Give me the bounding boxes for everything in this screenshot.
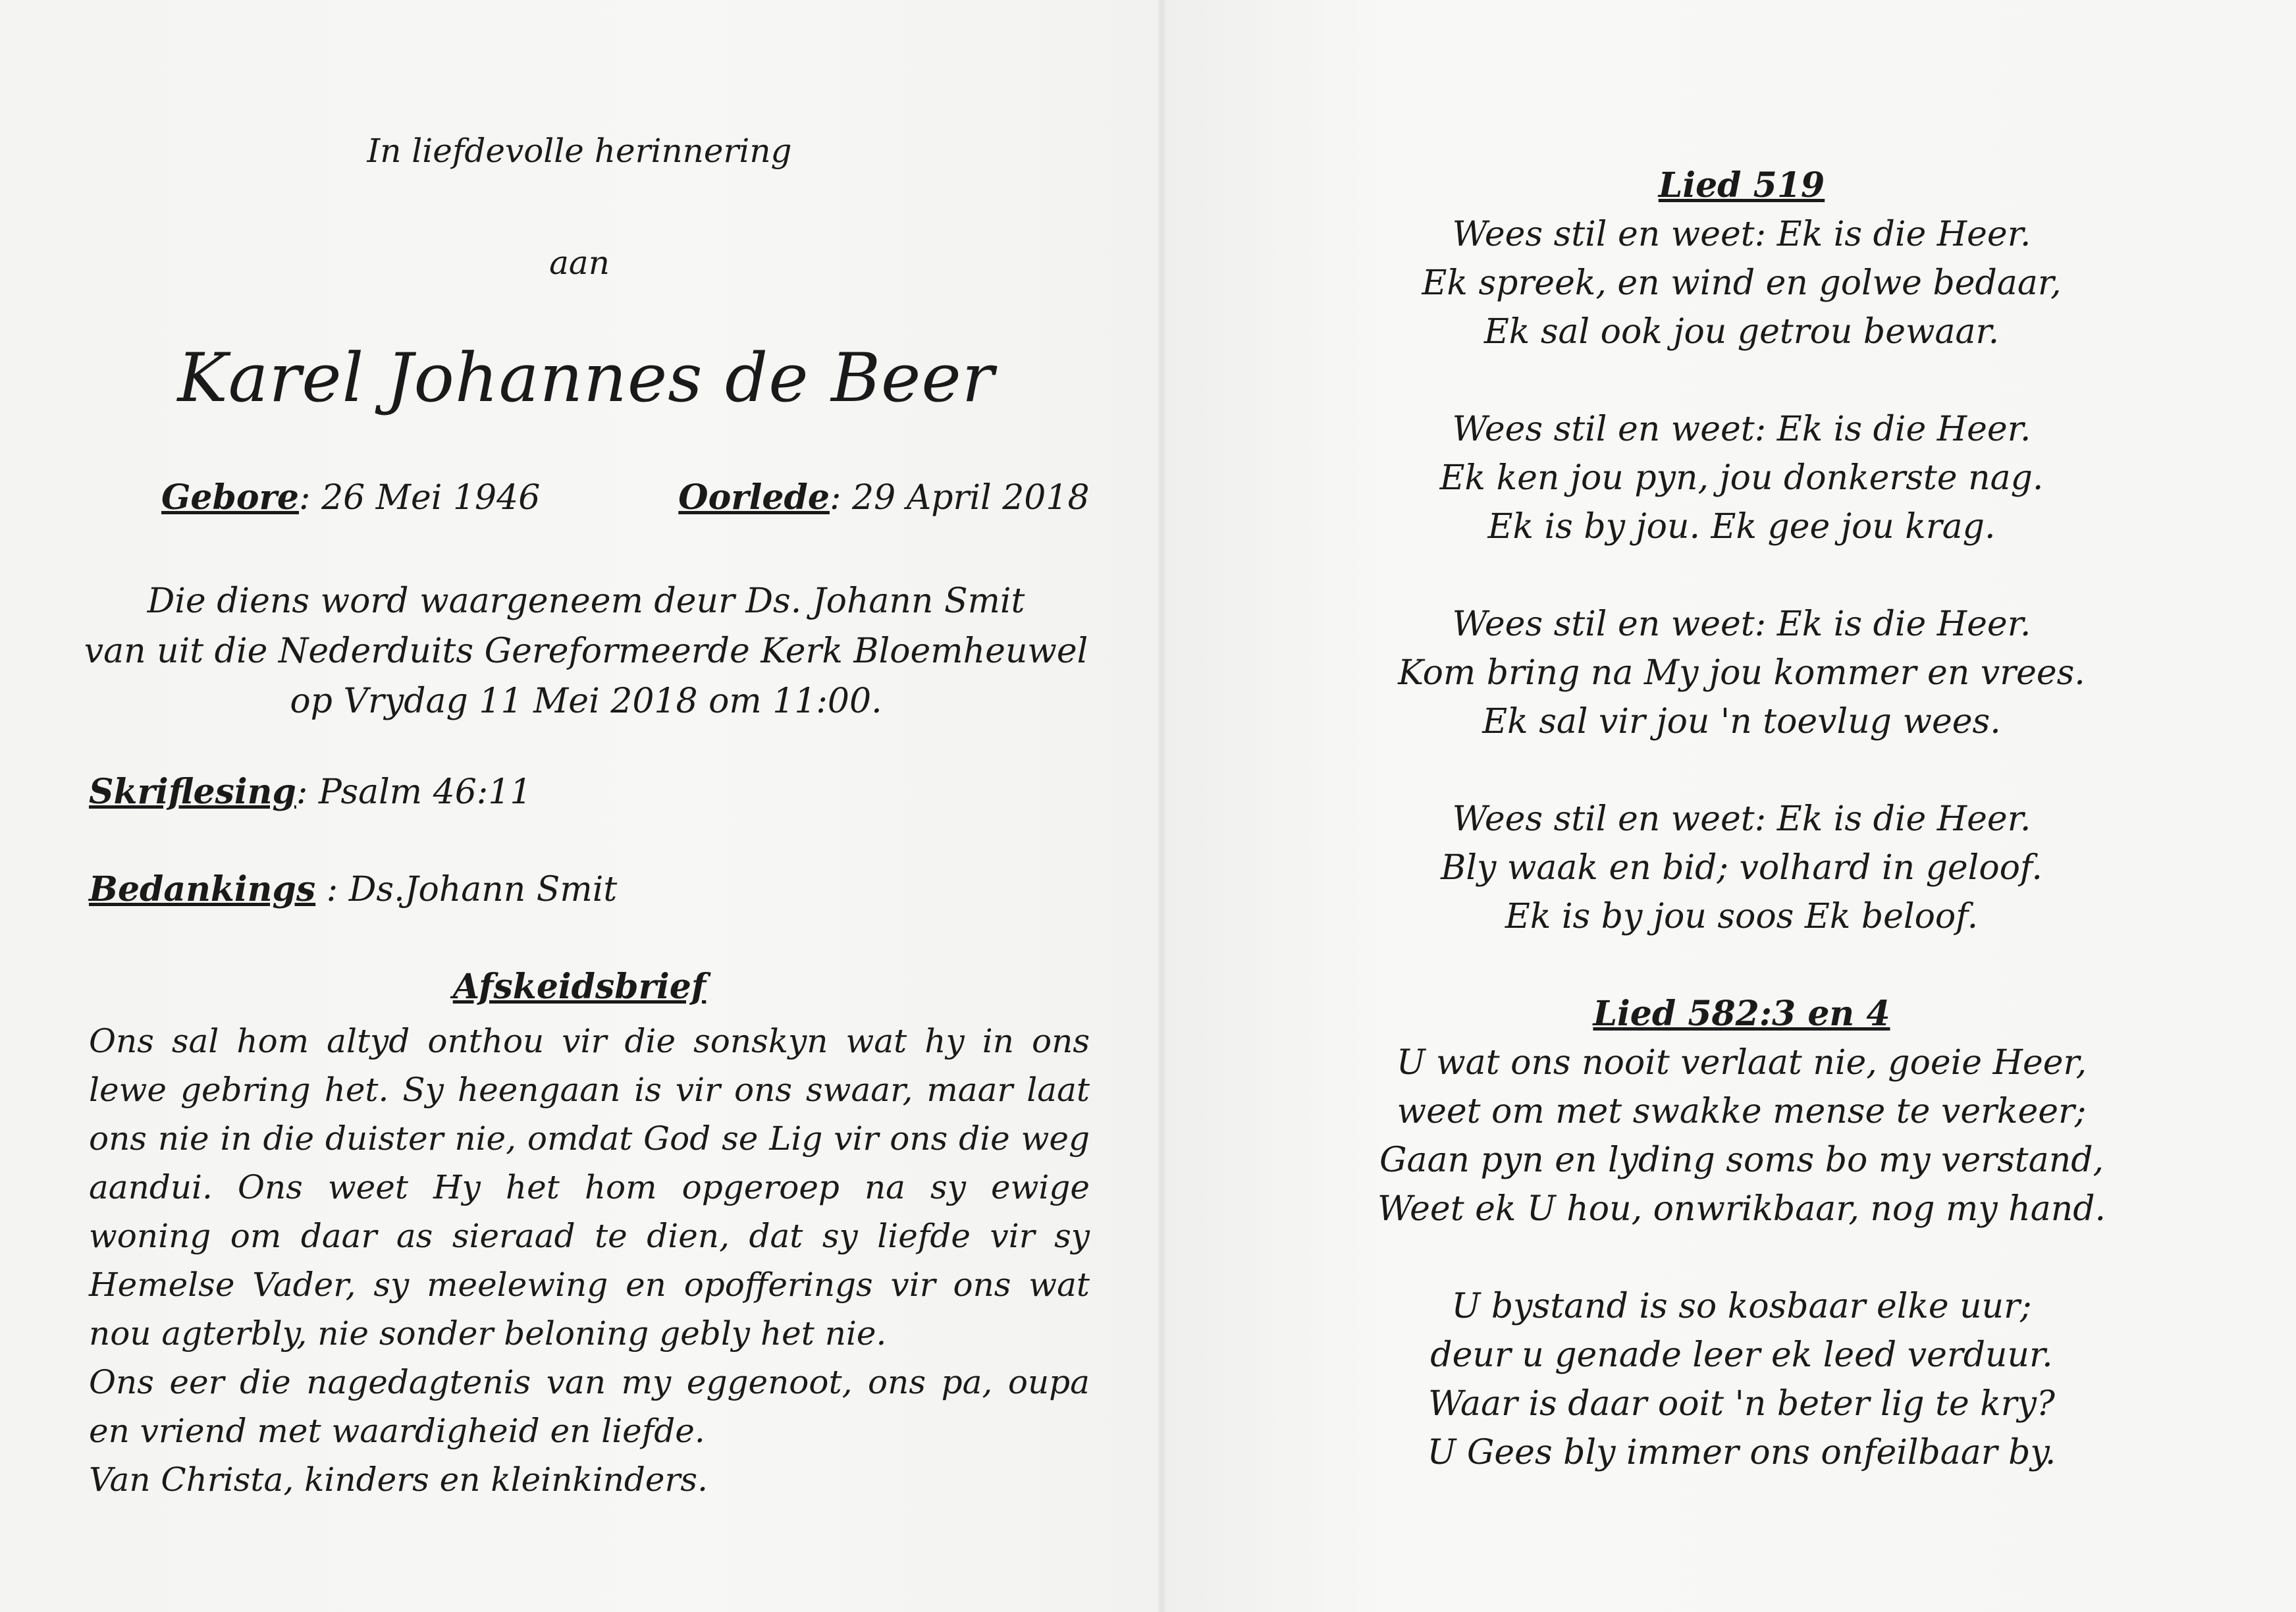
service-line: op Vrydag 11 Mei 2018 om 11:00. <box>290 682 882 721</box>
service-info <box>0 576 1172 726</box>
verse-line: Ek sal ook jou getrou bewaar. <box>1483 312 2000 352</box>
dates-row <box>161 477 1090 518</box>
hymn-verse <box>1320 795 2163 941</box>
hymn-verse <box>1320 1282 2163 1477</box>
born-label: Gebore <box>161 477 300 518</box>
letter-signoff: Van Christa, kinders en kleinkinders. <box>89 1461 708 1499</box>
born-date: : 26 Mei 1946 <box>299 478 541 518</box>
letter-paragraph: Ons sal hom altyd onthou vir die sonskyn wat hy in ons lewe gebring het. Sy heengaan is vir ons swaar, maar laat ons nie in die duister nie, omdat God se Lig vir ons die weg aandui. Ons weet Hy het hom opgeroep na sy ewige woning om daar as sieraad te dien, dat sy liefde vir sy Hemelse Vader, sy meelewing en opofferings vir ons wat nou agterbly, nie sonder beloning gebly het nie. <box>89 1022 1090 1353</box>
verse-line: U bystand is so kosbaar elke uur; <box>1451 1287 2032 1326</box>
verse-line: Wees stil en weet: Ek is die Heer. <box>1452 215 2031 254</box>
hymn-title: Lied 582:3 en 4 <box>1593 994 1890 1034</box>
hymn-verse <box>1320 210 2163 356</box>
died-date: : 29 April 2018 <box>829 478 1090 518</box>
verse-line: deur u genade leer ek leed verduur. <box>1430 1335 2053 1375</box>
verse-line: weet om met swakke mense te verkeer; <box>1397 1092 2087 1131</box>
farewell-letter <box>89 1017 1090 1504</box>
service-line: van uit die Nederduits Gereformeerde Kerk Bloemheuwel <box>84 631 1088 671</box>
to-text: aan <box>549 244 610 282</box>
verse-line: Weet ek U hou, onwrikbaar, nog my hand. <box>1377 1189 2106 1229</box>
thanks-label: Bedankings <box>89 869 316 909</box>
hymn-verse <box>1320 1038 2163 1233</box>
verse-line: Ek is by jou. Ek gee jou krag. <box>1487 507 1996 547</box>
hymn-verse <box>1320 405 2163 551</box>
verse-line: U Gees bly immer ons onfeilbaar by. <box>1427 1433 2056 1472</box>
hymn-519 <box>1320 161 2163 1526</box>
scripture-reading <box>89 772 531 812</box>
hymn-verse <box>1320 600 2163 746</box>
verse-line: U wat ons nooit verlaat nie, goeie Heer, <box>1396 1043 2087 1083</box>
service-line: Die diens word waargeneem deur Ds. Johann Smit <box>147 581 1025 621</box>
verse-line: Wees stil en weet: Ek is die Heer. <box>1452 799 2031 839</box>
verse-line: Ek sal vir jou 'n toevlug wees. <box>1482 702 2001 741</box>
died-label: Oorlede <box>678 477 830 518</box>
intro-text: In liefdevolle herinnering <box>367 132 792 170</box>
verse-line: Gaan pyn en lyding soms bo my verstand, <box>1379 1141 2104 1180</box>
letter-title: Afskeidsbrief <box>452 967 707 1007</box>
verse-line: Ek spreek, en wind en golwe bedaar, <box>1422 263 2062 303</box>
verse-line: Bly waak en bid; volhard in geloof. <box>1441 848 2042 888</box>
reading-value: : Psalm 46:11 <box>296 772 532 812</box>
verse-line: Kom bring na My jou kommer en vrees. <box>1398 653 2085 693</box>
thanks-value: : Ds.Johann Smit <box>315 870 618 909</box>
verse-line: Wees stil en weet: Ek is die Heer. <box>1452 604 2031 644</box>
verse-line: Ek is by jou soos Ek beloof. <box>1505 897 1979 936</box>
hymn-title: Lied 519 <box>1658 165 1825 205</box>
verse-line: Wees stil en weet: Ek is die Heer. <box>1452 410 2031 449</box>
verse-line: Waar is daar ooit 'n beter lig te kry? <box>1428 1384 2055 1424</box>
letter-paragraph: Ons eer die nagedagtenis van my eggenoot, ons pa, oupa en vriend met waardigheid en liefde. <box>89 1363 1090 1450</box>
reading-label: Skriflesing <box>89 772 296 812</box>
thanks <box>89 869 617 909</box>
verse-line: Ek ken jou pyn, jou donkerste nag. <box>1439 458 2044 498</box>
deceased-name: Karel Johannes de Beer <box>177 339 995 417</box>
